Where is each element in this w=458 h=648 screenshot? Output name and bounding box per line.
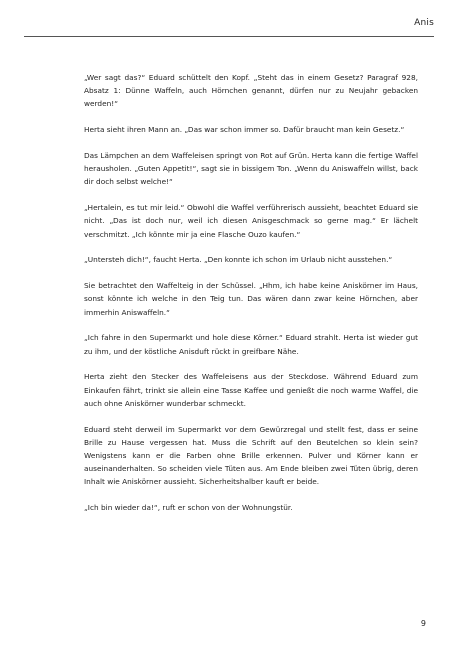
page-number: 9 [420,619,426,628]
paragraph: Sie betrachtet den Waffelteig in der Schüssel. „Hhm, ich habe keine Aniskörner im Haus, sonst könnte ich welche in den Teig tun. Das wären dann zwar keine Hörnchen, aber immerhin Aniswaffeln.“ [84,281,418,317]
paragraph: Eduard steht derweil im Supermarkt vor dem Gewürzregal und stellt fest, dass er seine Brille zu Hause vergessen hat. Muss die Schrift auf den Beutelchen so klein sein? Wenigstens kann er die Farben ohne Brille erkennen. Pulver und Körner kann er auseinanderhalten. So scheiden viele Tüten aus. Am Ende bleiben zwei Tüten übrig, deren Inhalt wie Aniskörner aussieht. Sicherheitshalber kauft er beide. [84,424,418,487]
paragraph: „Ich fahre in den Supermarkt und hole diese Körner.“ Eduard strahlt. Herta ist wieder gut zu ihm, und der köstliche Anisduft rückt in greifbare Nähe. [84,333,418,356]
paragraph: Herta sieht ihren Mann an. „Das war schon immer so. Dafür braucht man kein Gesetz.“ [84,125,405,135]
running-header [24,14,434,37]
paragraph: Herta zieht den Stecker des Waffeleisens aus der Steckdose. Während Eduard zum Einkaufen fährt, trinkt sie allein eine Tasse Kaffee und genießt die noch warme Waffel, die auch ohne Aniskörner wunderbar schmeckt. [84,372,418,408]
paragraph: „Wer sagt das?“ Eduard schüttelt den Kopf. „Steht das in einem Gesetz? Paragraf 928, Absatz 1: Dünne Waffeln, auch Hörnchen genannt, dürfen nur zu Neujahr gebacken werden!“ [84,73,418,109]
body-text [84,71,418,514]
running-title: Anis [414,18,434,28]
paragraph: „Hertalein, es tut mir leid.“ Obwohl die Waffel verführerisch aussieht, beachtet Eduard sie nicht. „Das ist doch nur, weil ich diesen Anisgeschmack so gerne mag.“ Er lächelt verschmitzt. „Ich könnte mir ja eine Flasche Ouzo kaufen.“ [84,203,418,239]
paragraph: Das Lämpchen an dem Waffeleisen springt von Rot auf Grün. Herta kann die fertige Waffel herausholen. „Guten Appetit!“, sagt sie in bissigem Ton. „Wenn du Aniswaffeln willst, back dir doch selbst welche!“ [84,151,418,187]
paragraph: „Untersteh dich!“, faucht Herta. „Den konnte ich schon im Urlaub nicht ausstehen.“ [84,255,393,265]
paragraph: „Ich bin wieder da!“, ruft er schon von der Wohnungstür. [84,503,293,513]
